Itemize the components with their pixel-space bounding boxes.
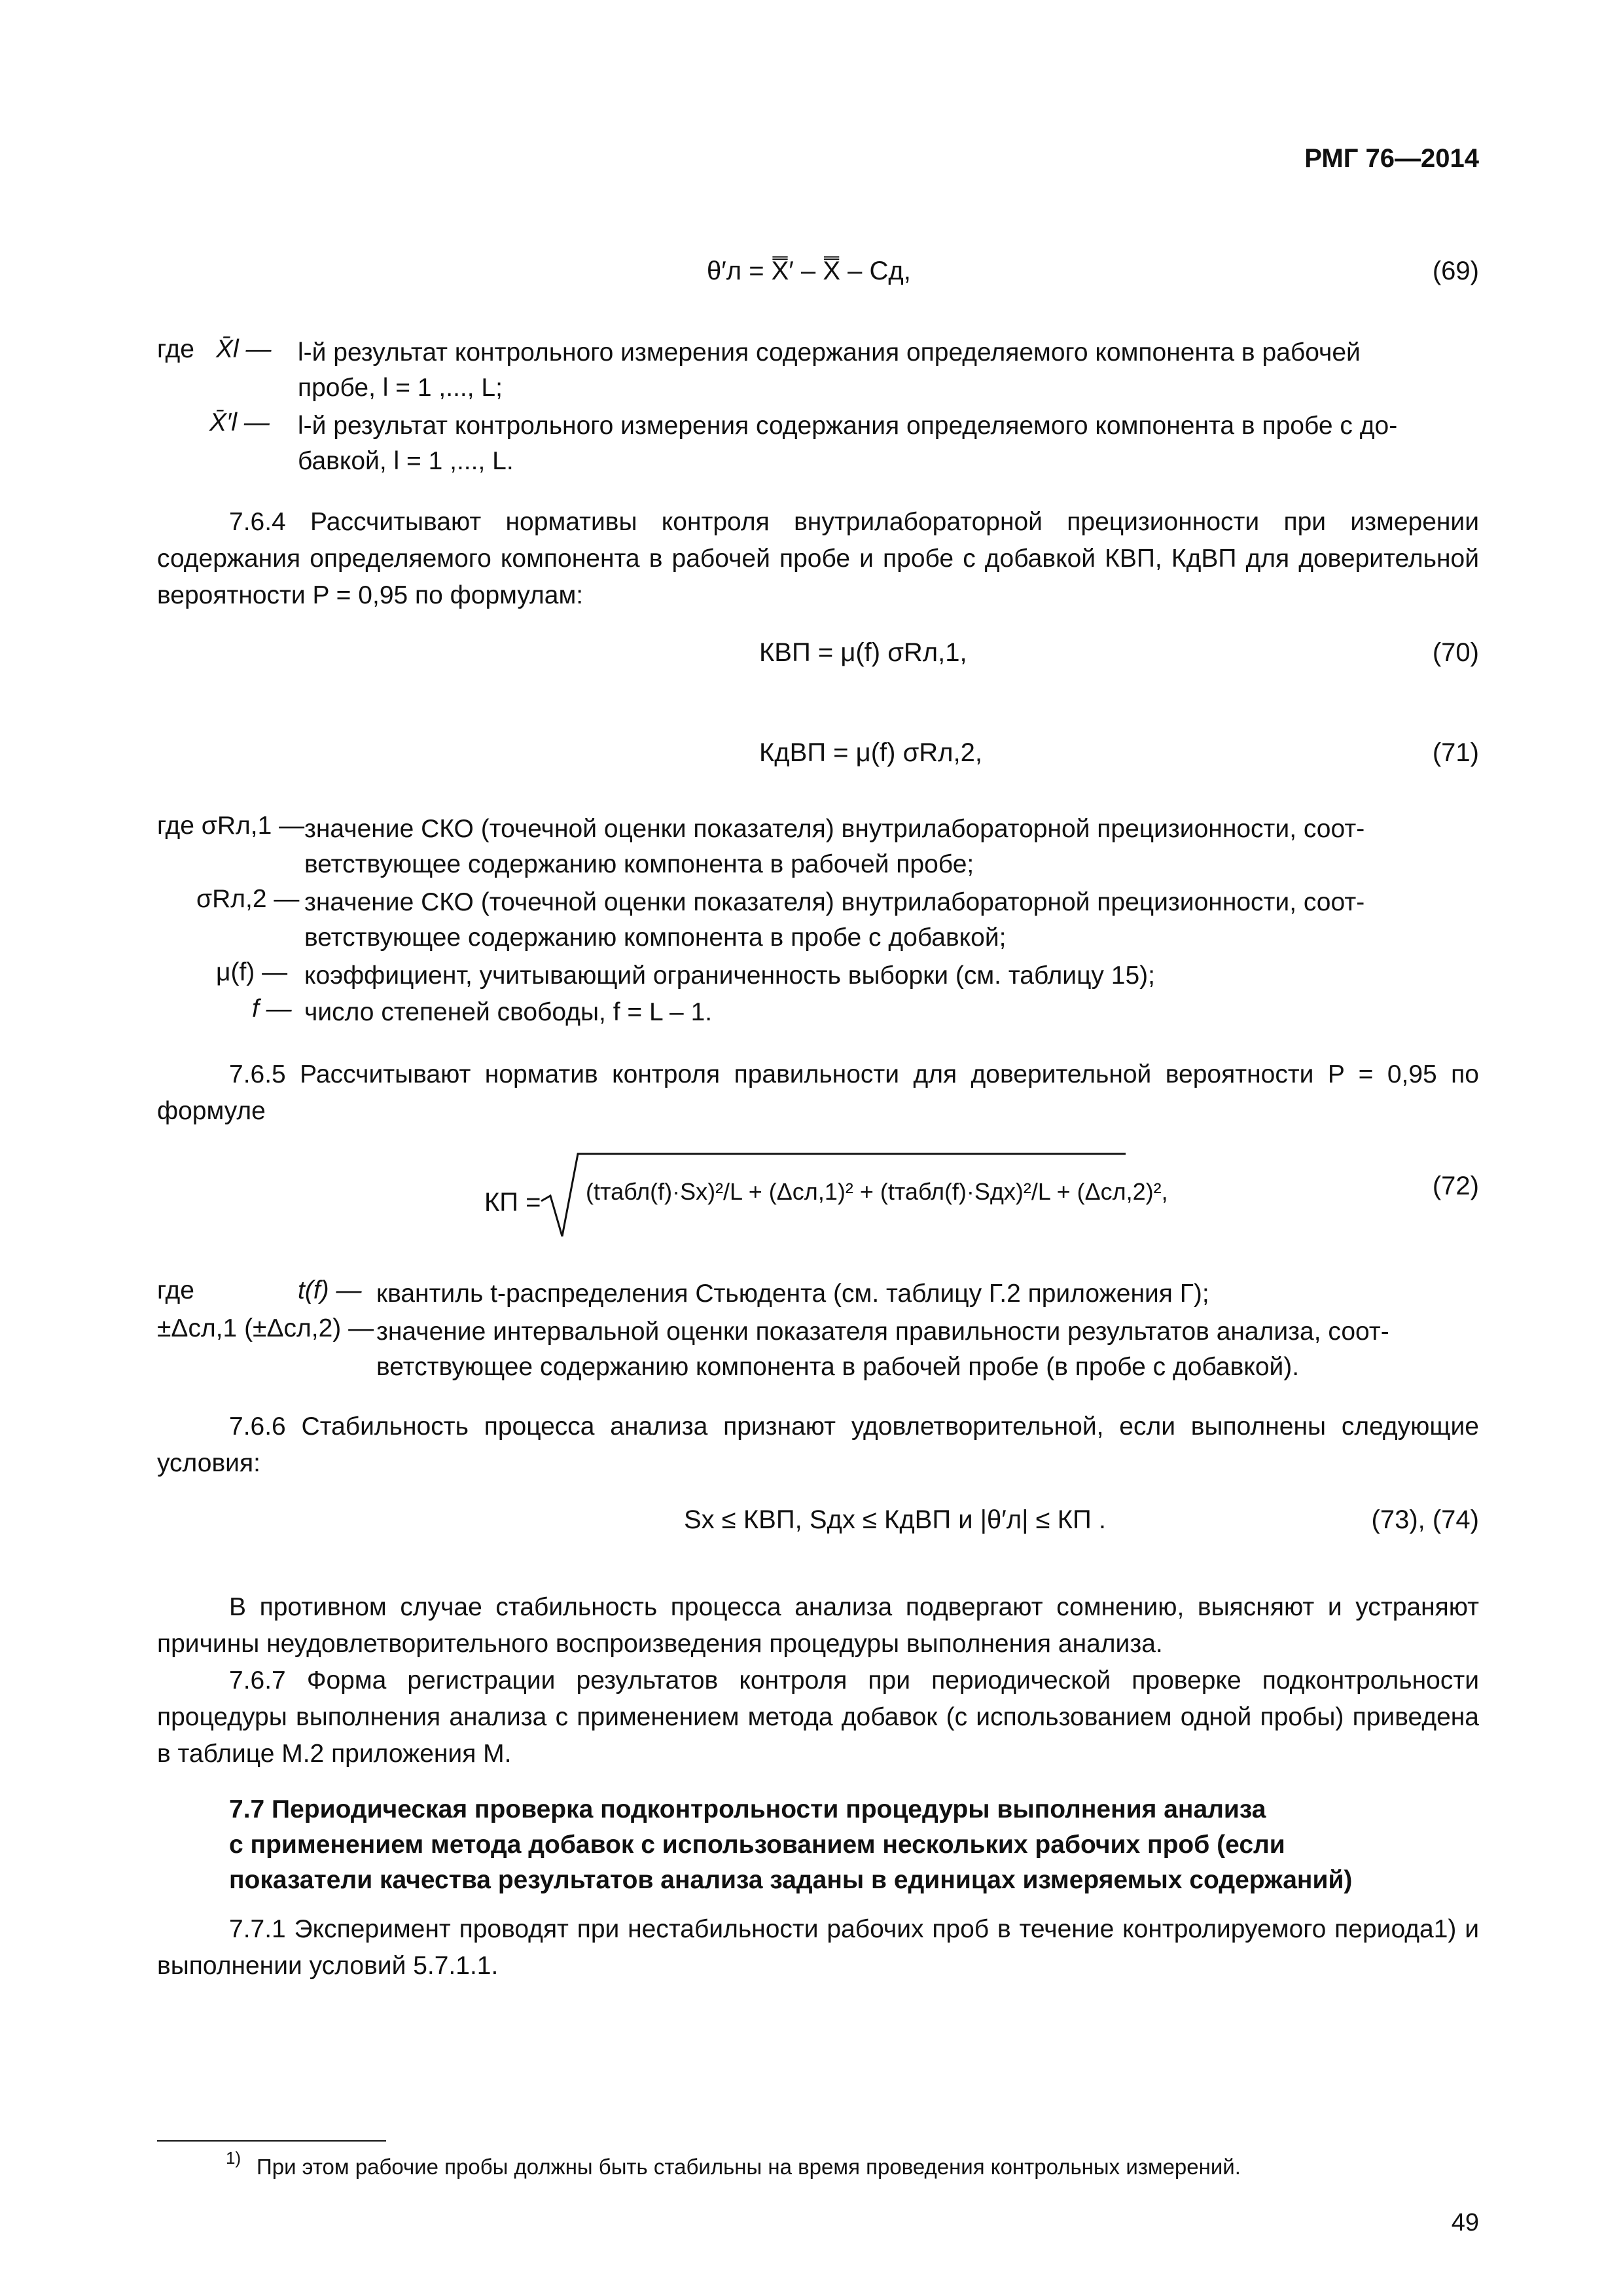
section-heading-line3: показатели качества результатов анализа заданы в единицах измеряемых содержаний)	[229, 1866, 1353, 1894]
formula-70: КВП = μ(f) σRл,1,	[759, 638, 967, 667]
formula-69: θ′л = X̿′ – X̿ – Cд,	[707, 257, 911, 285]
formula-73-74: Sx ≤ КВП, Sдx ≤ КдВП и |θ′л| ≤ КП .	[684, 1505, 1106, 1534]
t-definition: квантиль t-распределения Стьюдента (см. таблицу Г.2 приложения Г);	[376, 1280, 1209, 1308]
sigma1-definition-line1: значение СКО (точечной оценки показателя) внутрилабораторной прецизионности, соот-	[304, 815, 1365, 843]
doc-header: РМГ 76—2014	[1304, 144, 1479, 173]
xl-symbol: X̄l —	[216, 335, 272, 363]
section-heading-7-7	[229, 1792, 1479, 1898]
xl-prime-definition-line2: бавкой, l = 1 ,..., L.	[298, 447, 514, 475]
sigma1-definition-line2: ветствующее содержанию компонента в рабочей пробе;	[304, 850, 974, 878]
xl-prime-symbol: X̄′l —	[209, 408, 270, 437]
f-symbol: f —	[252, 995, 292, 1023]
formula-71: КдВП = μ(f) σRл,2,	[759, 738, 982, 767]
section-heading-line1: 7.7 Периодическая проверка подконтрольности процедуры выполнения анализа	[229, 1795, 1266, 1823]
xl-definition-line1: l-й результат контрольного измерения содержания определяемого компонента в рабочей	[298, 338, 1361, 367]
xl-definition-line2: пробе, l = 1 ,..., L;	[298, 374, 503, 402]
t-symbol: t(f) —	[298, 1276, 362, 1304]
mu-symbol: μ(f) —	[216, 958, 288, 986]
footnote-text: При этом рабочие пробы должны быть стабильны на время проведения контрольных измерений.	[257, 2155, 1241, 2179]
formula-72-radicand: (tтабл(f)·Sx)²/L + (Δcл,1)² + (tтабл(f)·Sдx)²/L + (Δcл,2)²,	[586, 1178, 1168, 1205]
where-label-3: где	[157, 1276, 194, 1304]
paragraph-else: В противном случае стабильность процесса анализа подвергают сомнению, выясняют и устраняют причины неудовлетворительного воспроизведения процедуры выполнения анализа.	[157, 1593, 1479, 1658]
formula-69-number: (69)	[1432, 257, 1479, 285]
paragraph-7-6-6: 7.6.6 Стабильность процесса анализа признают удовлетворительной, если выполнены следующие условия:	[157, 1412, 1479, 1477]
mu-definition: коэффициент, учитывающий ограниченность выборки (см. таблицу 15);	[304, 961, 1155, 990]
f-definition: число степеней свободы, f = L – 1.	[304, 998, 713, 1026]
sigma2-symbol: σRл,2 —	[196, 885, 300, 913]
delta-definition-line2: ветствующее содержанию компонента в рабочей пробе (в пробе с добавкой).	[376, 1353, 1300, 1381]
section-heading-line2: с применением метода добавок с использованием нескольких рабочих проб (если	[229, 1831, 1285, 1859]
delta-definition-line1: значение интервальной оценки показателя правильности результатов анализа, соот-	[376, 1318, 1389, 1346]
footnote-mark: 1)	[226, 2148, 241, 2168]
delta-symbol: ±Δcл,1 (±Δcл,2) —	[157, 1314, 374, 1342]
sigma2-definition-line1: значение СКО (точечной оценки показателя) внутрилабораторной прецизионности, соот-	[304, 888, 1365, 916]
paragraph-7-6-5: 7.6.5 Рассчитывают норматив контроля правильности для доверительной вероятности P = 0,95 по формуле	[157, 1060, 1479, 1125]
paragraph-7-7-1: 7.7.1 Эксперимент проводят при нестабильности рабочих проб в течение контролируемого периода1) и выполнении условий 5.7.1.1.	[157, 1915, 1479, 1980]
where-label: где	[157, 335, 194, 363]
paragraph-7-6-7: 7.6.7 Форма регистрации результатов контроля при периодической проверке подконтрольности процедуры выполнения анализа с применением метода добавок (с использованием одной пробы) приведена в таблице М.2 приложения М.	[157, 1666, 1479, 1768]
page-number: 49	[1451, 2209, 1479, 2236]
sigma1-symbol: где σRл,1 —	[157, 812, 305, 840]
formula-71-number: (71)	[1432, 738, 1479, 767]
formula-73-74-number: (73), (74)	[1371, 1505, 1479, 1534]
formula-72-number: (72)	[1432, 1172, 1479, 1200]
formula-70-number: (70)	[1432, 638, 1479, 667]
sigma2-definition-line2: ветствующее содержанию компонента в пробе с добавкой;	[304, 924, 1007, 952]
formula-72-lhs: КП =	[484, 1188, 541, 1217]
footnote-rule	[157, 2140, 386, 2142]
xl-prime-definition-line1: l-й результат контрольного измерения содержания определяемого компонента в пробе с до-	[298, 412, 1398, 440]
paragraph-7-6-4: 7.6.4 Рассчитывают нормативы контроля внутрилабораторной прецизионности при измерении содержания определяемого компонента в рабочей пробе и пробе с добавкой КВП, КдВП для доверительной вероятности P = 0,95 по формулам:	[157, 508, 1479, 609]
